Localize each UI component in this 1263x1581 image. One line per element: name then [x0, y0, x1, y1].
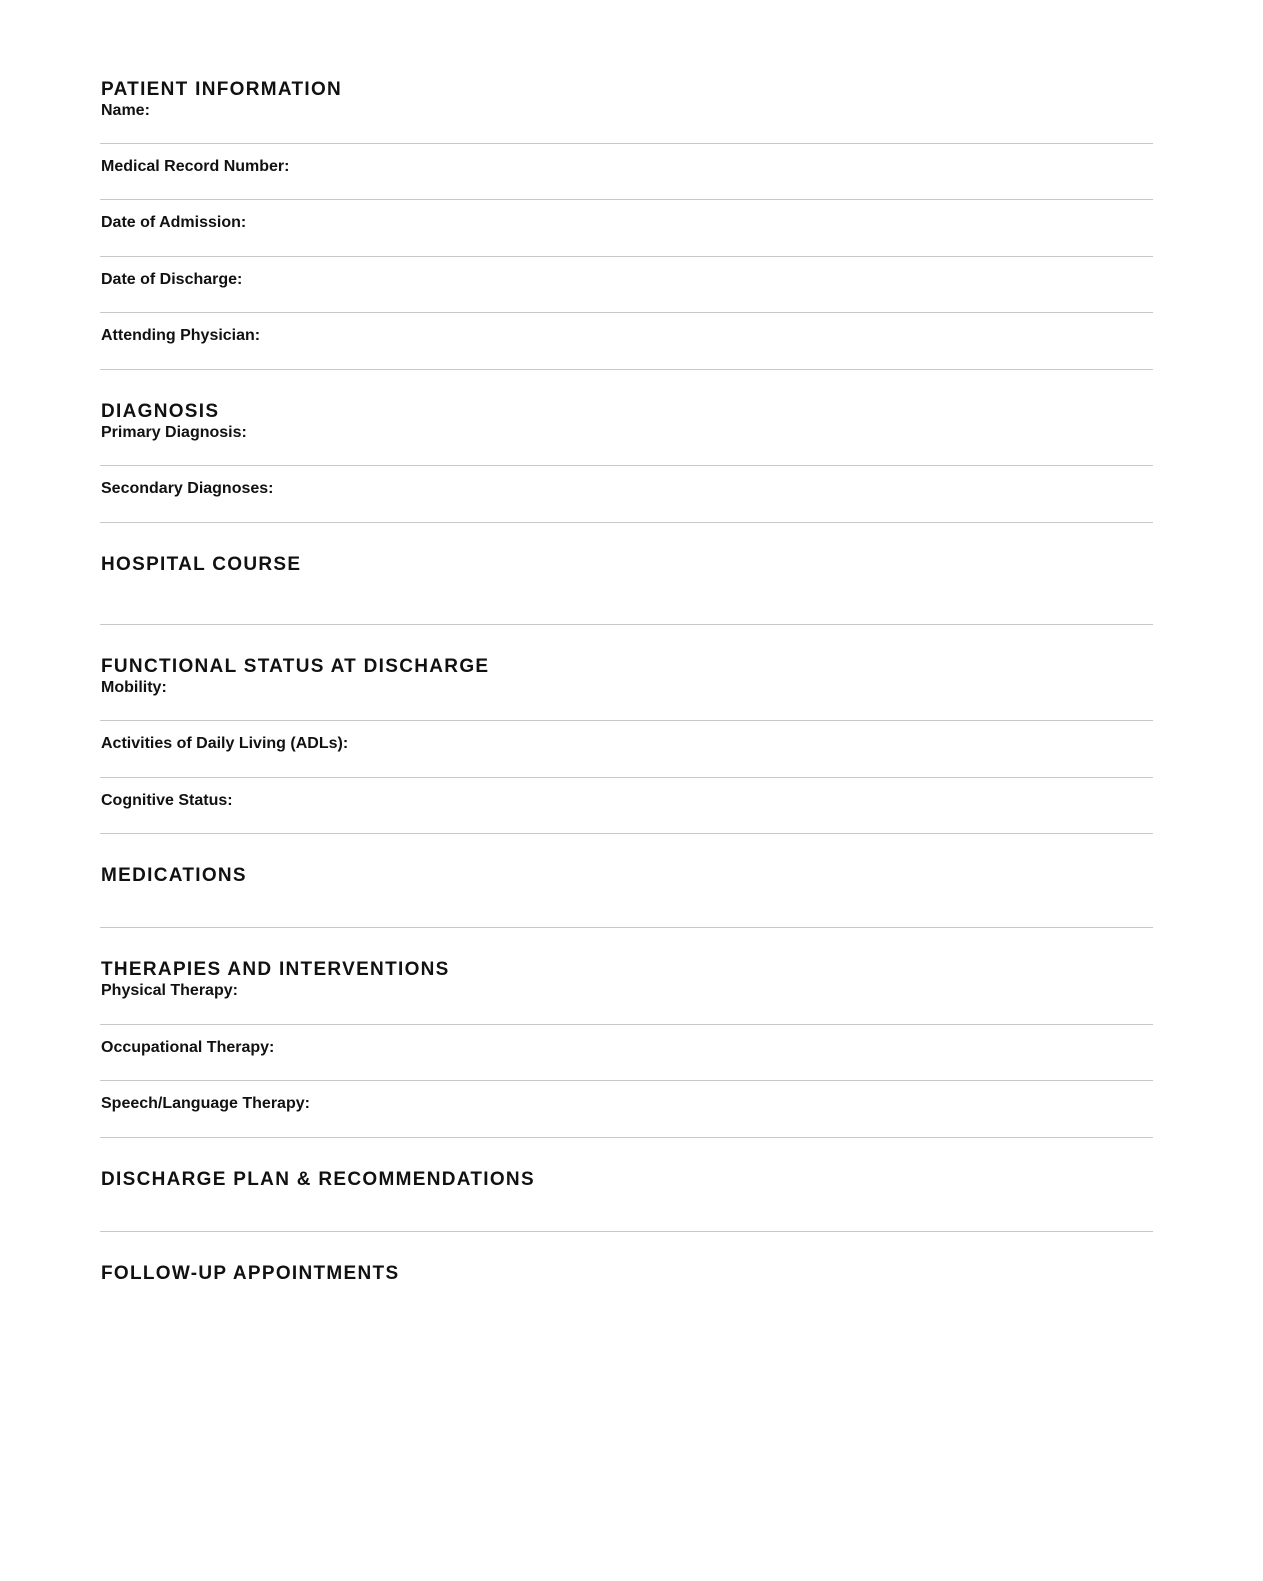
field-label-name: Name: — [101, 102, 150, 119]
field-divider — [100, 720, 1153, 721]
field-divider — [100, 312, 1153, 313]
section-divider — [100, 927, 1153, 928]
section-heading-follow-up: FOLLOW-UP APPOINTMENTS — [101, 1263, 400, 1284]
section-divider — [100, 369, 1153, 370]
field-label-date-of-admission: Date of Admission: — [101, 214, 247, 231]
field-label-cognitive-status: Cognitive Status: — [101, 792, 233, 809]
section-divider — [100, 1231, 1153, 1232]
field-divider — [100, 777, 1153, 778]
section-divider — [100, 522, 1153, 523]
section-heading-functional-status: FUNCTIONAL STATUS AT DISCHARGE — [101, 656, 490, 677]
field-divider — [100, 143, 1153, 144]
section-heading-medications: MEDICATIONS — [101, 865, 247, 886]
section-heading-patient-information: PATIENT INFORMATION — [101, 79, 343, 100]
field-divider — [100, 256, 1153, 257]
field-label-date-of-discharge: Date of Discharge: — [101, 271, 243, 288]
section-divider — [100, 833, 1153, 834]
field-label-occupational-therapy: Occupational Therapy: — [101, 1039, 275, 1056]
field-label-physical-therapy: Physical Therapy: — [101, 982, 238, 999]
section-heading-hospital-course: HOSPITAL COURSE — [101, 554, 302, 575]
section-heading-diagnosis: DIAGNOSIS — [101, 401, 220, 422]
field-label-adls: Activities of Daily Living (ADLs): — [101, 735, 349, 752]
section-divider — [100, 1137, 1153, 1138]
field-divider — [100, 465, 1153, 466]
field-divider — [100, 199, 1153, 200]
section-heading-therapies: THERAPIES AND INTERVENTIONS — [101, 959, 450, 980]
field-label-medical-record-number: Medical Record Number: — [101, 158, 290, 175]
field-label-mobility: Mobility: — [101, 679, 167, 696]
section-divider — [100, 624, 1153, 625]
field-label-secondary-diagnoses: Secondary Diagnoses: — [101, 480, 274, 497]
field-divider — [100, 1080, 1153, 1081]
section-heading-discharge-plan: DISCHARGE PLAN & RECOMMENDATIONS — [101, 1169, 535, 1190]
field-label-attending-physician: Attending Physician: — [101, 327, 261, 344]
field-divider — [100, 1024, 1153, 1025]
field-label-primary-diagnosis: Primary Diagnosis: — [101, 424, 247, 441]
field-label-speech-language-therapy: Speech/Language Therapy: — [101, 1095, 310, 1112]
